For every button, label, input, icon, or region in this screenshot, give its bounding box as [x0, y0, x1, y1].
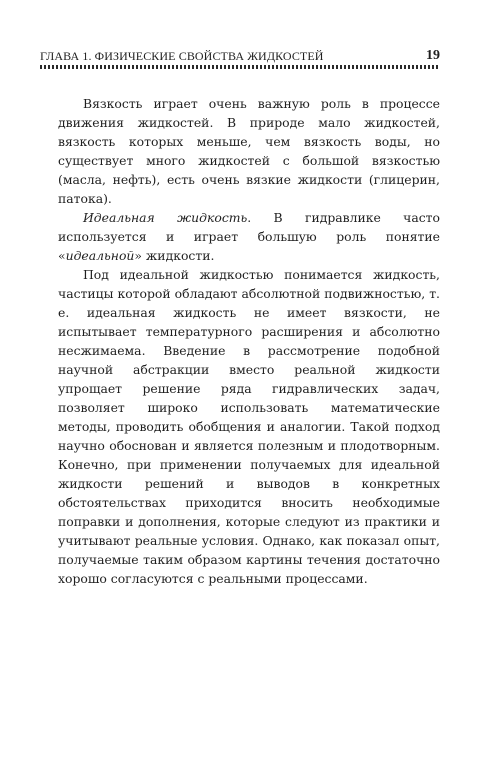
body-text: [58, 94, 440, 588]
intro-text-a: . В гидравлике часто используется и играет большую роль понятие «: [58, 210, 440, 263]
running-header: [40, 44, 440, 64]
page-number: 19: [426, 48, 440, 63]
paragraph-ideal-fluid-intro: [58, 208, 440, 265]
term-ideal-fluid: Идеальная жидкость: [83, 210, 248, 225]
intro-text-b: » жидкости.: [134, 248, 215, 263]
header-rule: [40, 65, 440, 69]
quoted-term: идеальной: [65, 248, 135, 263]
paragraph-viscosity-role: Вязкость играет очень важную роль в процессе движения жидкостей. В природе мало жидкостей, вязкость которых меньше, чем вязкость воды, но существует много жидкостей с большой вязкостью (масла, нефть), есть очень вязкие жидкости (глицерин, патока).: [58, 96, 440, 206]
paragraph-ideal-fluid-definition: Под идеальной жидкостью понимается жидкость, частицы которой обладают абсолютной подвижностью, т. е. идеальная жидкость не имеет вязкости, не испытывает температурного расширения и абсолютно несжимаема. Введение в рассмотрение подобной научной абстракции вместо реальной жидкости упрощает решение ряда гидравлических задач, позволяет широко использовать математические методы, проводить обобщения и аналогии. Такой подход научно обоснован и является полезным и плодотворным. Конечно, при применении получаемых для идеальной жидкости решений и выводов в конкретных обстоятельствах приходится вносить необходимые поправки и дополнения, которые следуют из практики и учитывают реальные условия. Однако, как показал опыт, получаемые таким образом картины течения достаточно хорошо согласуются с реальными процессами.: [58, 267, 440, 586]
chapter-title: ГЛАВА 1. ФИЗИЧЕСКИЕ СВОЙСТВА ЖИДКОСТЕЙ: [40, 49, 324, 63]
